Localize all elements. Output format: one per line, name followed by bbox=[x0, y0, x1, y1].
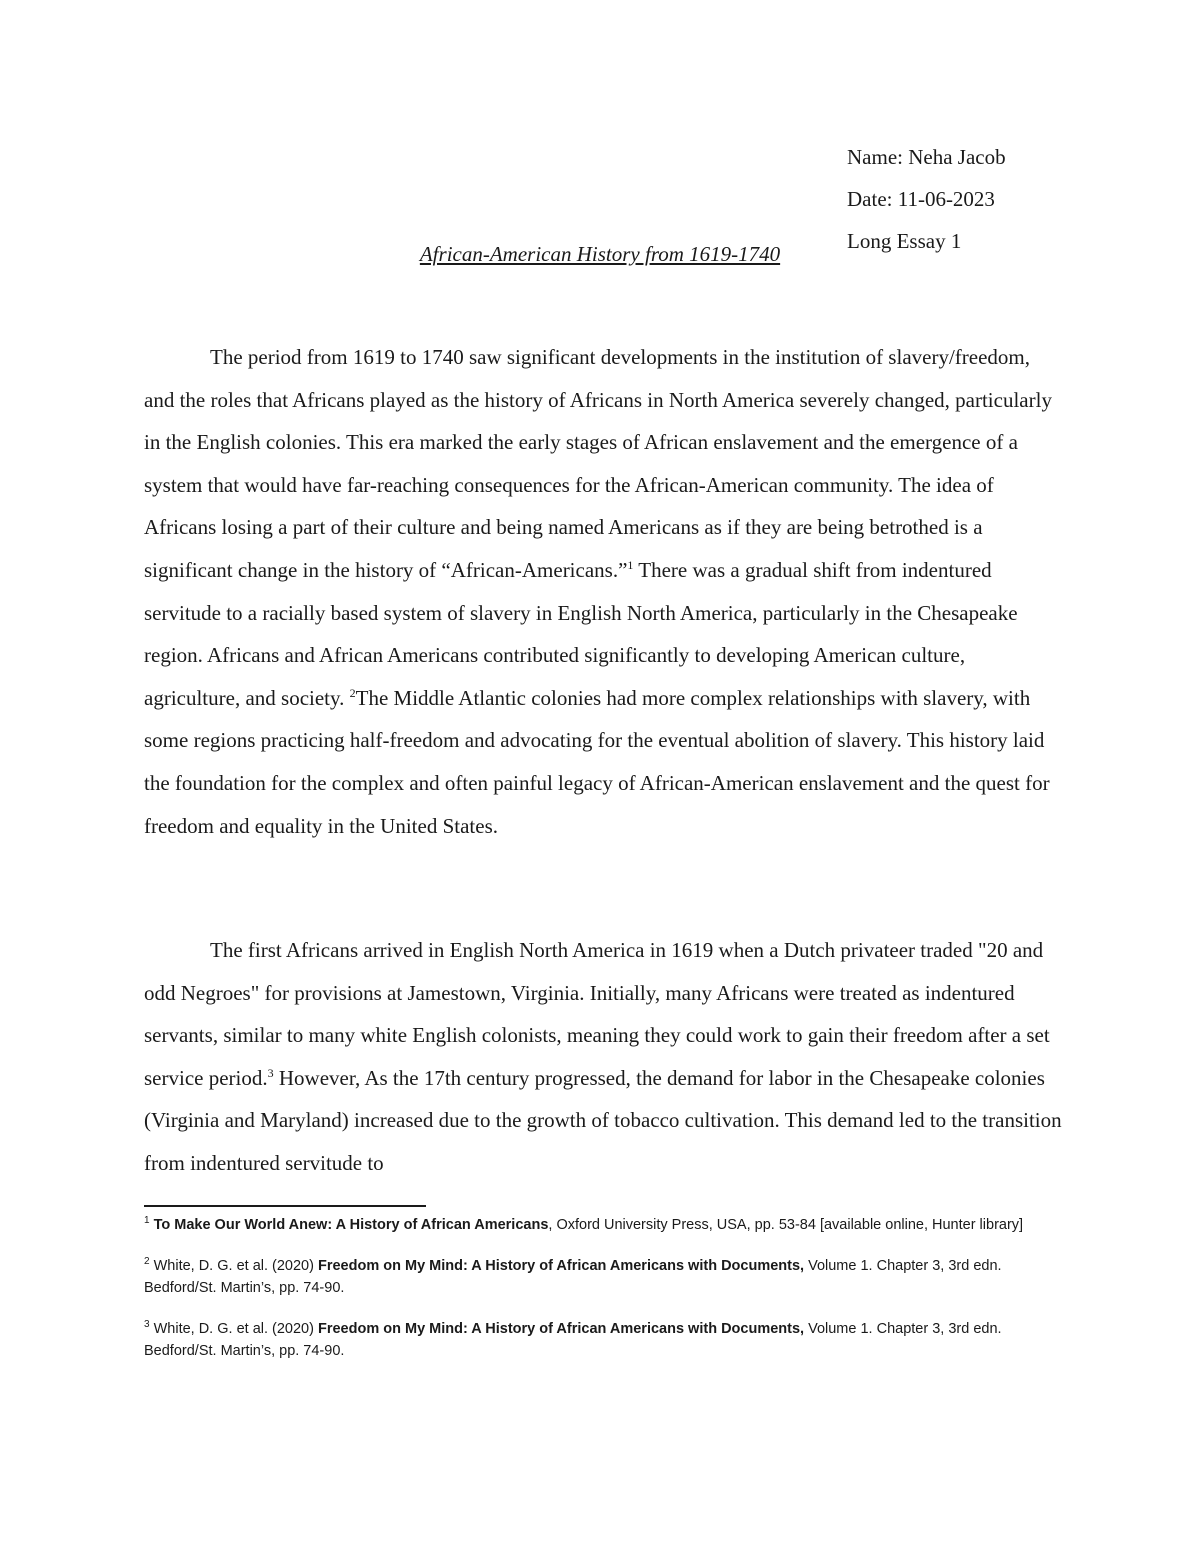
paragraph-1-text-a: The period from 1619 to 1740 saw significant developments in the institution of slavery/freedom, and the roles that Africans played as the history of Africans in North America severely changed, particularly in the English colonies. This era marked the early stages of African enslavement and the emergence of a system that would have far-reaching consequences for the African-American community. The idea of Africans losing a part of their culture and being named Americans as if they are being betrothed is a significant change in the history of “African-Americans.” bbox=[144, 345, 1052, 582]
footnote-1 bbox=[144, 1214, 1054, 1236]
essay-date: Date: 11-06-2023 bbox=[847, 187, 995, 211]
footnote-number: 3 bbox=[144, 1319, 150, 1331]
paragraph-2-text-b: However, As the 17th century progressed, the demand for labor in the Chesapeake colonies (Virginia and Maryland) increased due to the growth of tobacco cultivation. This demand led to the transition from indentured servitude to bbox=[144, 1065, 1062, 1175]
footnote-number: 2 bbox=[144, 1256, 150, 1268]
footnote-book-title: To Make Our World Anew: A History of African Americans bbox=[153, 1217, 549, 1233]
footnote-ref-3: 3 bbox=[267, 1065, 274, 1080]
footnote-separator bbox=[144, 1205, 426, 1207]
paragraph-2-text-a: The first Africans arrived in English North America in 1619 when a Dutch privateer traded "20 and odd Negroes" for provisions at Jamestown, Virginia. Initially, many Africans were treated as indentured servants, similar to many white English colonists, meaning they could work to gain their freedom after a set service period. bbox=[144, 938, 1050, 1090]
footnotes-section bbox=[144, 1214, 1054, 1381]
footnote-ref-2: 2 bbox=[349, 685, 356, 700]
essay-title: African-American History from 1619-1740 bbox=[419, 242, 781, 266]
paragraph-1 bbox=[144, 336, 1064, 847]
assignment-label: Long Essay 1 bbox=[847, 229, 962, 253]
footnote-ref-1: 1 bbox=[627, 557, 634, 572]
paragraph-1-text-b: There was a gradual shift from indentured servitude to a racially based system of slavery in English North America, particularly in the Chesapeake region. Africans and African Americans contributed significantly to developing American culture, agriculture, and society. bbox=[144, 557, 1018, 710]
footnote-book-title: Freedom on My Mind: A History of African Americans with Documents, bbox=[317, 1258, 805, 1274]
paragraph-1-text-c: The Middle Atlantic colonies had more complex relationships with slavery, with some regions practicing half-freedom and advocating for the eventual abolition of slavery. This history laid the foundation for the complex and often painful legacy of African-American enslavement and the quest for freedom and equality in the United States. bbox=[144, 685, 1050, 838]
footnote-book-title: Freedom on My Mind: A History of African Americans with Documents, bbox=[317, 1321, 805, 1337]
footnote-3 bbox=[144, 1318, 1054, 1362]
footnote-text-pre: White, D. G. et al. (2020) bbox=[149, 1321, 318, 1337]
paragraph-2 bbox=[144, 929, 1064, 1185]
footnote-number: 1 bbox=[144, 1215, 150, 1227]
footnote-text-post: , Oxford University Press, USA, pp. 53-84 [available online, Hunter library] bbox=[548, 1217, 1024, 1233]
student-name: Name: Neha Jacob bbox=[847, 145, 1006, 169]
footnote-text-pre: White, D. G. et al. (2020) bbox=[149, 1258, 318, 1274]
footnote-text-post: Volume 1. Chapter 3, 3rd edn. Bedford/St. Martin’s, pp. 74-90. bbox=[144, 1321, 1002, 1359]
footnote-2 bbox=[144, 1255, 1054, 1299]
footnote-text-post: Volume 1. Chapter 3, 3rd edn. Bedford/St. Martin’s, pp. 74-90. bbox=[144, 1258, 1002, 1296]
